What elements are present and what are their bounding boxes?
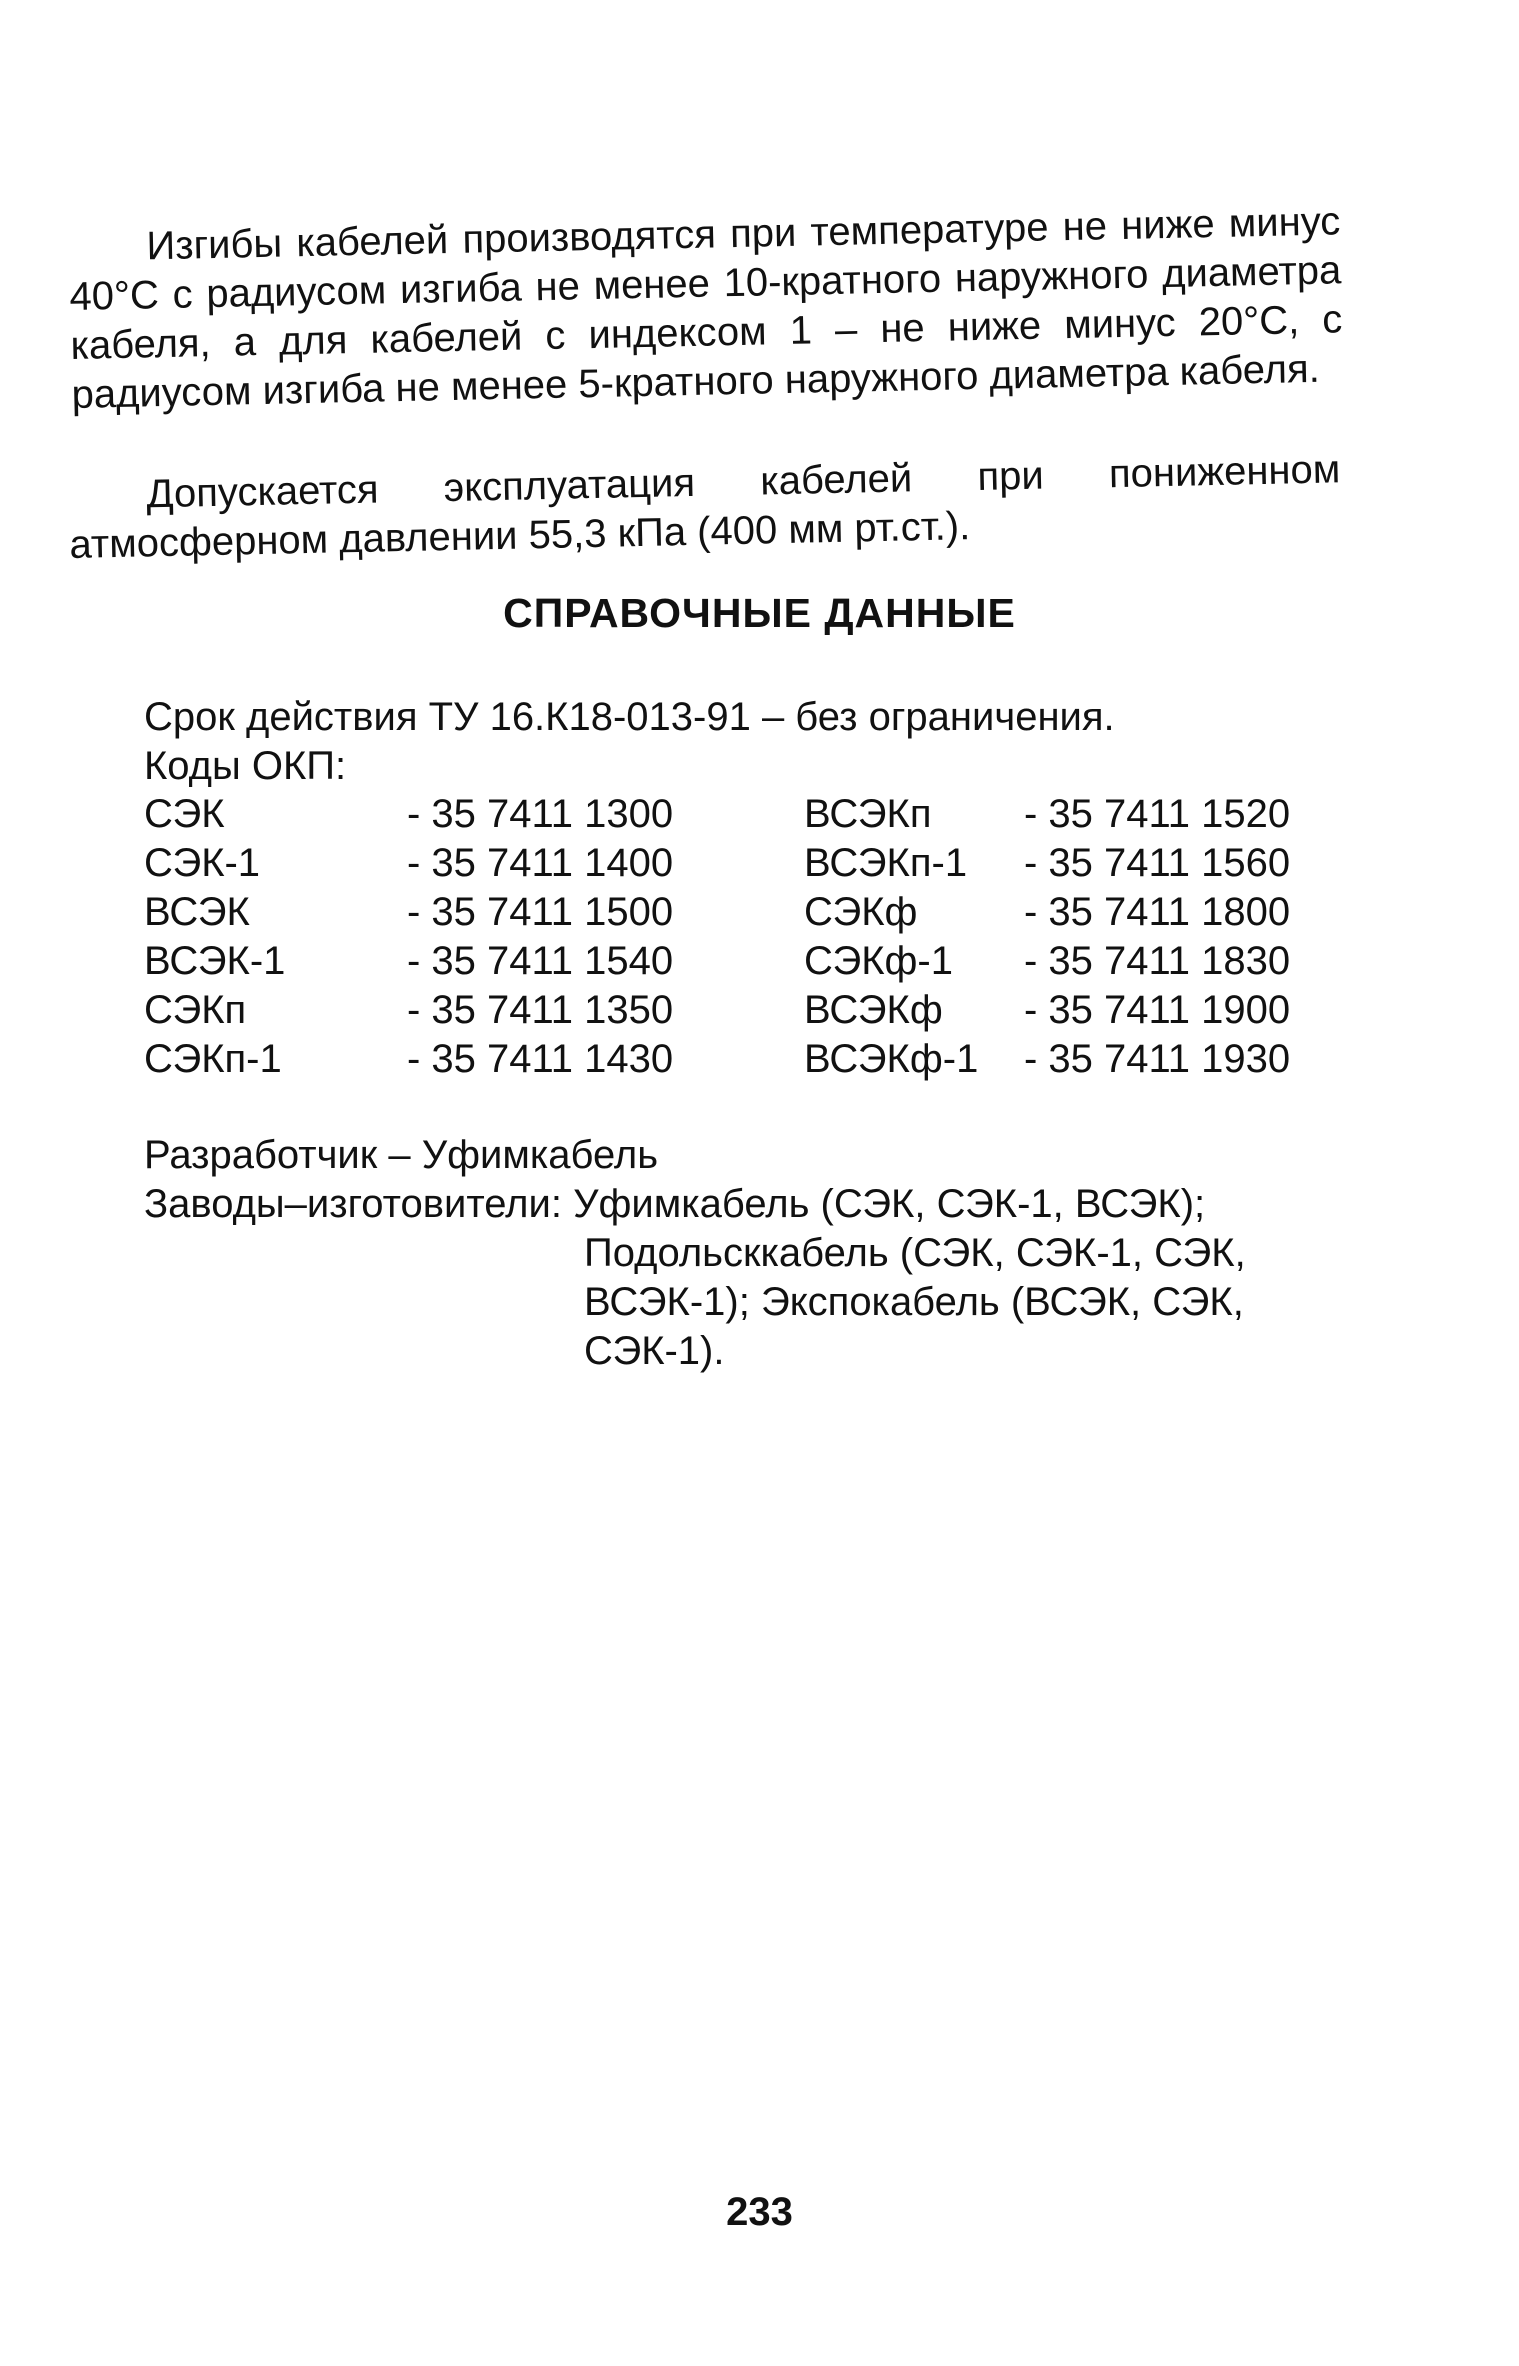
cable-name: ВСЭК [144, 890, 250, 934]
paragraph-pressure [68, 445, 1342, 570]
manufacturers-continuation: Подольсккабель (СЭК, СЭК-1, СЭК, ВСЭК-1); Экспокабель (ВСЭК, СЭК, СЭК-1). [584, 1231, 1246, 1373]
okp-code: - 35 7411 1430 [407, 1037, 674, 1081]
okp-code: - 35 7411 1900 [1024, 988, 1291, 1032]
paragraph-indent [69, 507, 147, 509]
code-row [144, 1035, 1344, 1084]
okp-code: - 35 7411 1540 [407, 939, 674, 983]
validity-line: Срок действия ТУ 16.К18-013-91 – без ограничения. [144, 695, 1115, 739]
okp-code: - 35 7411 1520 [1024, 792, 1291, 836]
cable-name: ВСЭК-1 [144, 939, 286, 983]
okp-code: - 35 7411 1930 [1024, 1037, 1291, 1081]
okp-code: - 35 7411 1500 [407, 890, 674, 934]
cable-name: ВСЭКф [804, 988, 943, 1032]
code-row [144, 986, 1344, 1035]
cable-name: СЭК-1 [144, 841, 261, 885]
paragraph-bending [68, 197, 1344, 420]
cable-name: СЭКф [804, 890, 918, 934]
okp-codes-table [144, 790, 1344, 1084]
cable-name: СЭКп [144, 988, 247, 1032]
cable-name: ВСЭКп [804, 792, 932, 836]
section-heading: СПРАВОЧНЫЕ ДАННЫЕ [503, 590, 1016, 636]
cable-name: СЭКп-1 [144, 1037, 282, 1081]
paragraph-text: Допускается эксплуатация кабелей при пониженном атмосферном давлении 55,3 кПа (400 мм рт.ст.). [69, 447, 1341, 567]
okp-code: - 35 7411 1350 [407, 988, 674, 1032]
paragraph-text: Изгибы кабелей производятся при температуре не ниже минус 40°С с радиусом изгиба не менее 10-кратного наружного диаметра кабеля, а для кабелей с индексом 1 – не ниже минус 20°С, с радиусом изгиба не менее 5-кратного наружного диаметра кабеля. [69, 199, 1343, 417]
code-row [144, 937, 1344, 986]
okp-code: - 35 7411 1800 [1024, 890, 1291, 934]
okp-code: - 35 7411 1400 [407, 841, 674, 885]
code-row [144, 839, 1344, 888]
cable-name: СЭКф-1 [804, 939, 953, 983]
okp-code: - 35 7411 1300 [407, 792, 674, 836]
cable-name: СЭК [144, 792, 225, 836]
manufacturers-line: Заводы–изготовители: Уфимкабель (СЭК, СЭК-1, ВСЭК); [144, 1182, 1206, 1226]
paragraph-indent [69, 259, 147, 261]
code-row [144, 790, 1344, 839]
code-row [144, 888, 1344, 937]
developer-line: Разработчик – Уфимкабель [144, 1133, 659, 1177]
cable-name: ВСЭКп-1 [804, 841, 968, 885]
page-number: 233 [726, 2190, 793, 2234]
cable-name: ВСЭКф-1 [804, 1037, 979, 1081]
okp-code: - 35 7411 1830 [1024, 939, 1291, 983]
okp-codes-label: Коды ОКП: [144, 744, 347, 788]
okp-code: - 35 7411 1560 [1024, 841, 1291, 885]
